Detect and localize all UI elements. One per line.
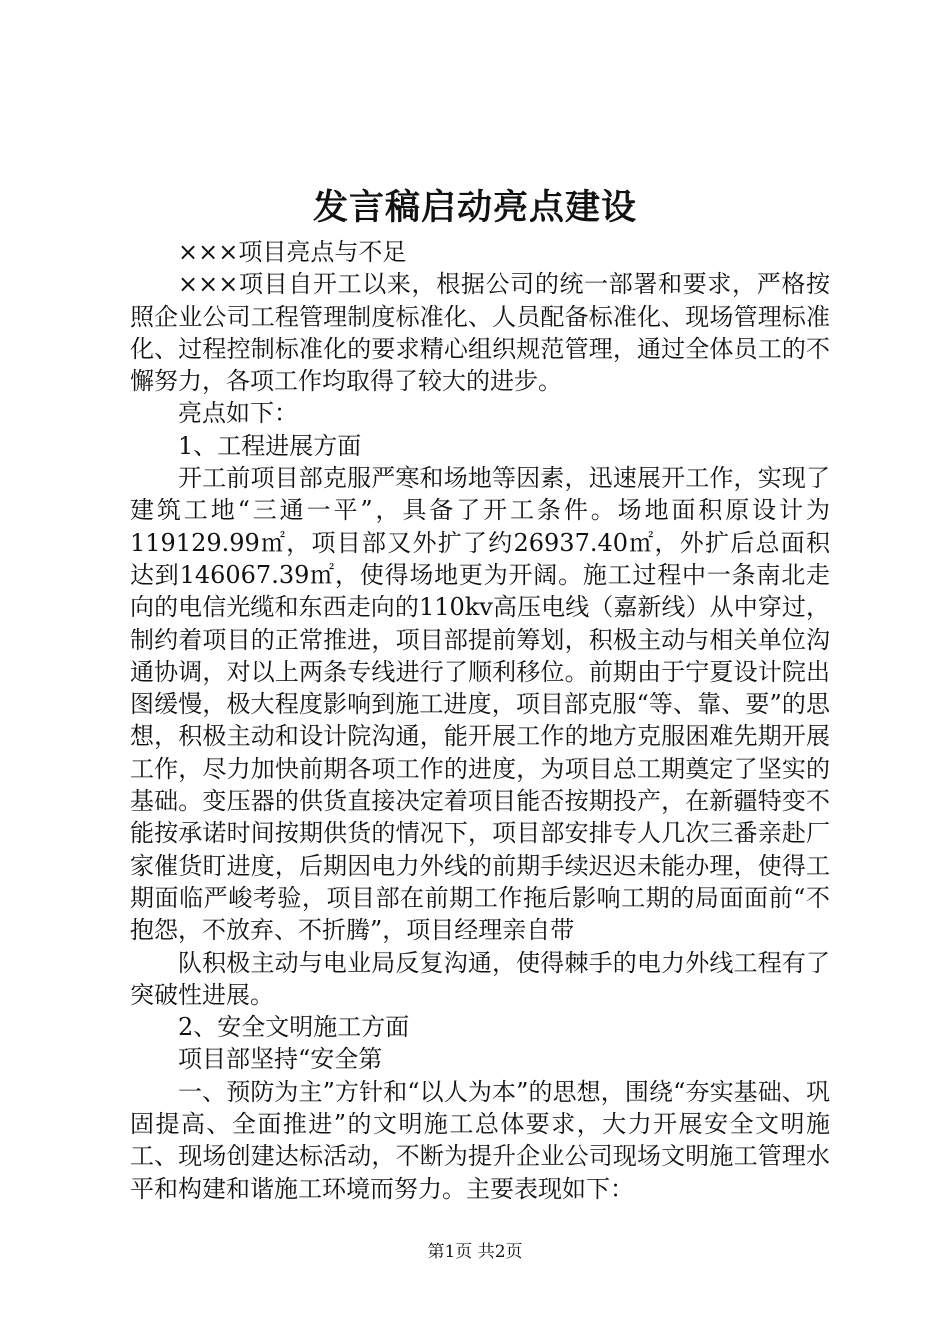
- document-body: [130, 236, 830, 1205]
- document-title: 发言稿启动亮点建设: [312, 187, 637, 228]
- paragraph-section-2-heading: 2、安全文明施工方面: [178, 1013, 410, 1042]
- paragraph-highlights-label: 亮点如下：: [178, 399, 298, 428]
- paragraph-section-1-heading: 1、工程进展方面: [178, 431, 362, 460]
- paragraph-section-1-body: 开工前项目部克服严寒和场地等因素，迅速展开工作，实现了建筑工地“三通一平”，具备了开工条件。场地面积原设计为119129.99㎡，项目部又外扩了约26937.40㎡，外扩后总面积达到146067.39㎡，使得场地更为开阔。施工过程中一条南北走向的电信光缆和东西走向的110kv高压电线（嘉新线）从中穿过，制约着项目的正常推进，项目部提前筹划，积极主动与相关单位沟通协调，对以上两条专线进行了顺利移位。前期由于宁夏设计院出图缓慢，极大程度影响到施工进度，项目部克服“等、靠、要”的思想，积极主动和设计院沟通，能开展工作的地方克服困难先期开展工作，尽力加快前期各项工作的进度，为项目总工期奠定了坚实的基础。变压器的供货直接决定着项目能否按期投产，在新疆特变不能按承诺时间按期供货的情况下，项目部安排专人几次三番亲赴厂家催货盯进度，后期因电力外线的前期手续迟迟未能办理，使得工期面临严峻考验，项目部在前期工作拖后影响工期的局面面前“不抱怨，不放弃、不折腾”，项目经理亲自带: [130, 464, 830, 945]
- paragraph-section-2-body: 一、预防为主”方针和“以人为本”的思想，围绕“夯实基础、巩固提高、全面推进”的文明施工总体要求，大力开展安全文明施工、现场创建达标活动，不断为提升企业公司现场文明施工管理水平和构建和谐施工环境而努力。主要表现如下：: [130, 1077, 830, 1203]
- page-footer: 第1页 共2页: [427, 1242, 523, 1262]
- paragraph-intro: ×××项目自开工以来，根据公司的统一部署和要求，严格按照企业公司工程管理制度标准化、人员配备标准化、现场管理标准化、过程控制标准化的要求精心组织规范管理，通过全体员工的不懈努力，各项工作均取得了较大的进步。: [130, 270, 830, 396]
- paragraph-section-1-continued: 队积极主动与电业局反复沟通，使得棘手的电力外线工程有了突破性进展。: [130, 948, 830, 1009]
- paragraph-section-2-lead: 项目部坚持“安全第: [178, 1045, 383, 1074]
- paragraph-heading-project: ×××项目亮点与不足: [178, 238, 407, 266]
